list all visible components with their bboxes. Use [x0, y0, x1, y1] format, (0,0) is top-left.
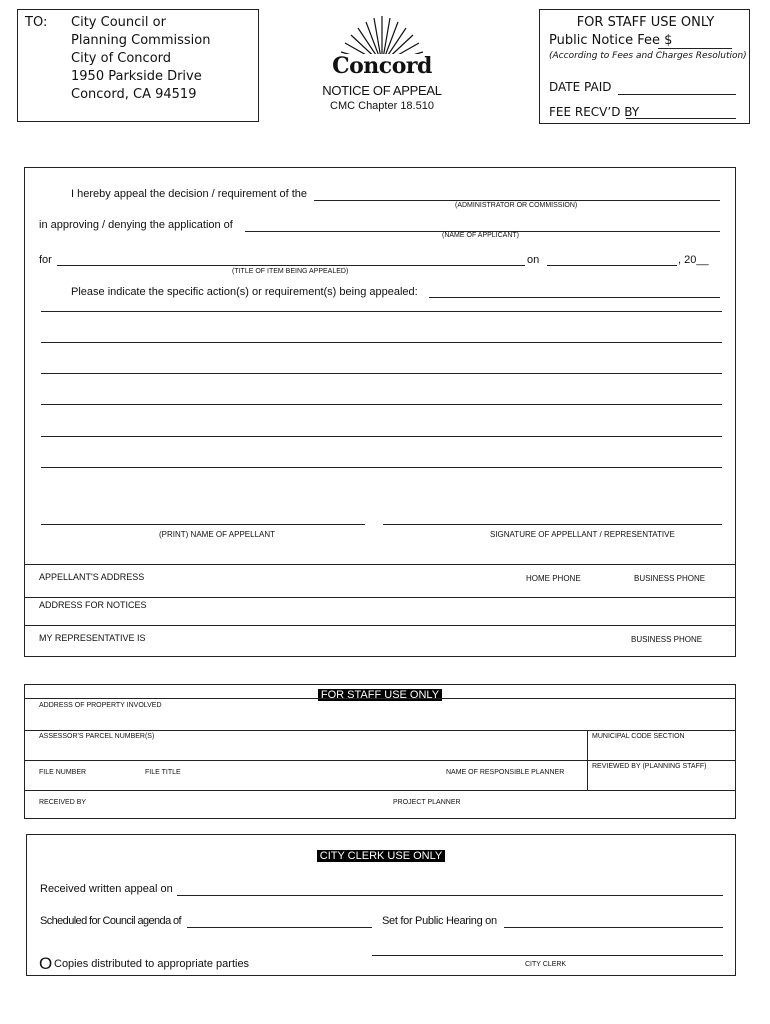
specific-line-4[interactable] [41, 404, 722, 405]
public-notice-fee-label: Public Notice Fee $ [549, 33, 673, 48]
divider [25, 760, 735, 761]
applicant-note: (NAME OF APPLICANT) [442, 232, 520, 239]
for-label: for [39, 254, 52, 266]
business-phone-label: BUSINESS PHONE [634, 574, 706, 583]
parcel-number-label: ASSESSOR'S PARCEL NUMBER(S) [39, 733, 155, 740]
print-name-field[interactable] [41, 524, 365, 525]
appellant-address-label: APPELLANT'S ADDRESS [39, 572, 145, 582]
scheduled-agenda-field[interactable] [187, 927, 372, 928]
received-by-label: RECEIVED BY [39, 799, 87, 806]
fee-recvd-line[interactable] [626, 118, 736, 119]
fee-line[interactable] [658, 48, 732, 49]
public-hearing-label: Set for Public Hearing on [382, 915, 497, 927]
to-line-5: Concord, CA 94519 [71, 87, 197, 102]
divider [25, 625, 735, 626]
to-line-2: Planning Commission [71, 33, 211, 48]
clerk-title: CITY CLERK USE ONLY [317, 850, 445, 862]
representative-label: MY REPRESENTATIVE IS [39, 633, 146, 643]
file-number-label: FILE NUMBER [39, 769, 87, 776]
specific-line-2[interactable] [41, 342, 722, 343]
specific-line-5[interactable] [41, 436, 722, 437]
divider [25, 564, 735, 565]
address-for-notices-label: ADDRESS FOR NOTICES [39, 600, 147, 610]
item-title-note: (TITLE OF ITEM BEING APPEALED) [232, 268, 349, 275]
project-planner-label: PROJECT PLANNER [393, 799, 461, 806]
to-line-3: City of Concord [71, 51, 172, 66]
received-appeal-label: Received written appeal on [40, 883, 173, 895]
item-title-field[interactable] [57, 265, 525, 266]
specific-action-label: Please indicate the specific action(s) or requirement(s) being appealed: [71, 286, 418, 298]
rep-business-phone-label: BUSINESS PHONE [631, 635, 703, 644]
date-paid-line[interactable] [618, 94, 736, 95]
received-appeal-field[interactable] [177, 895, 723, 896]
specific-line-1[interactable] [41, 311, 722, 312]
appeal-line-1: I hereby appeal the decision / requirement of the [71, 188, 308, 200]
divider [25, 698, 735, 699]
print-name-label: (PRINT) NAME OF APPELLANT [159, 530, 276, 539]
on-label: on [527, 254, 540, 266]
date-paid-label: DATE PAID [549, 80, 612, 94]
page-subtitle: CMC Chapter 18.510 [330, 100, 434, 112]
administrator-note: (ADMINISTRATOR OR COMMISSION) [455, 202, 578, 209]
logo-wordmark: Concord [330, 54, 434, 78]
municipal-code-label: MUNICIPAL CODE SECTION [592, 733, 685, 740]
to-line-1: City Council or [71, 15, 166, 30]
staff-box-title: FOR STAFF USE ONLY [576, 15, 715, 30]
staff-section-title: FOR STAFF USE ONLY [318, 689, 442, 701]
copies-distributed-label: Copies distributed to appropriate parties [54, 958, 250, 970]
administrator-field[interactable] [314, 200, 720, 201]
appeal-box [24, 167, 736, 657]
concord-logo [330, 14, 434, 80]
scheduled-agenda-label: Scheduled for Council agenda of [40, 915, 182, 927]
staff-fee-box [539, 9, 750, 124]
city-clerk-signature-field[interactable] [372, 955, 723, 956]
fee-recvd-label: FEE RECV’D BY [549, 105, 640, 119]
specific-line-6[interactable] [41, 467, 722, 468]
copies-checkbox[interactable]: O [39, 954, 53, 973]
city-clerk-section [26, 834, 736, 976]
city-clerk-label: CITY CLERK [525, 961, 567, 968]
signature-field[interactable] [383, 524, 722, 525]
file-title-label: FILE TITLE [145, 769, 181, 776]
fee-note: (According to Fees and Charges Resolution) [549, 51, 747, 61]
staff-section [24, 684, 736, 819]
divider [25, 730, 735, 731]
year-label: , 20__ [678, 254, 709, 266]
reviewed-by-label: REVIEWED BY (PLANNING STAFF) [592, 763, 707, 770]
page-title: NOTICE OF APPEAL [322, 83, 442, 98]
clerk-header [27, 846, 735, 864]
appeal-line-2: in approving / denying the application of [39, 219, 233, 231]
signature-label: SIGNATURE OF APPELLANT / REPRESENTATIVE [490, 530, 675, 539]
planner-name-label: NAME OF RESPONSIBLE PLANNER [446, 769, 565, 776]
date-field[interactable] [547, 265, 677, 266]
public-hearing-field[interactable] [504, 927, 723, 928]
staff-section-header [25, 685, 735, 703]
specific-line-3[interactable] [41, 373, 722, 374]
divider [25, 790, 735, 791]
home-phone-label: HOME PHONE [526, 574, 581, 583]
property-address-label: ADDRESS OF PROPERTY INVOLVED [39, 702, 162, 709]
to-address-box [17, 9, 259, 122]
divider [25, 597, 735, 598]
specific-line-0[interactable] [429, 297, 720, 298]
to-label: TO: [25, 15, 48, 30]
to-line-4: 1950 Parkside Drive [71, 69, 202, 84]
